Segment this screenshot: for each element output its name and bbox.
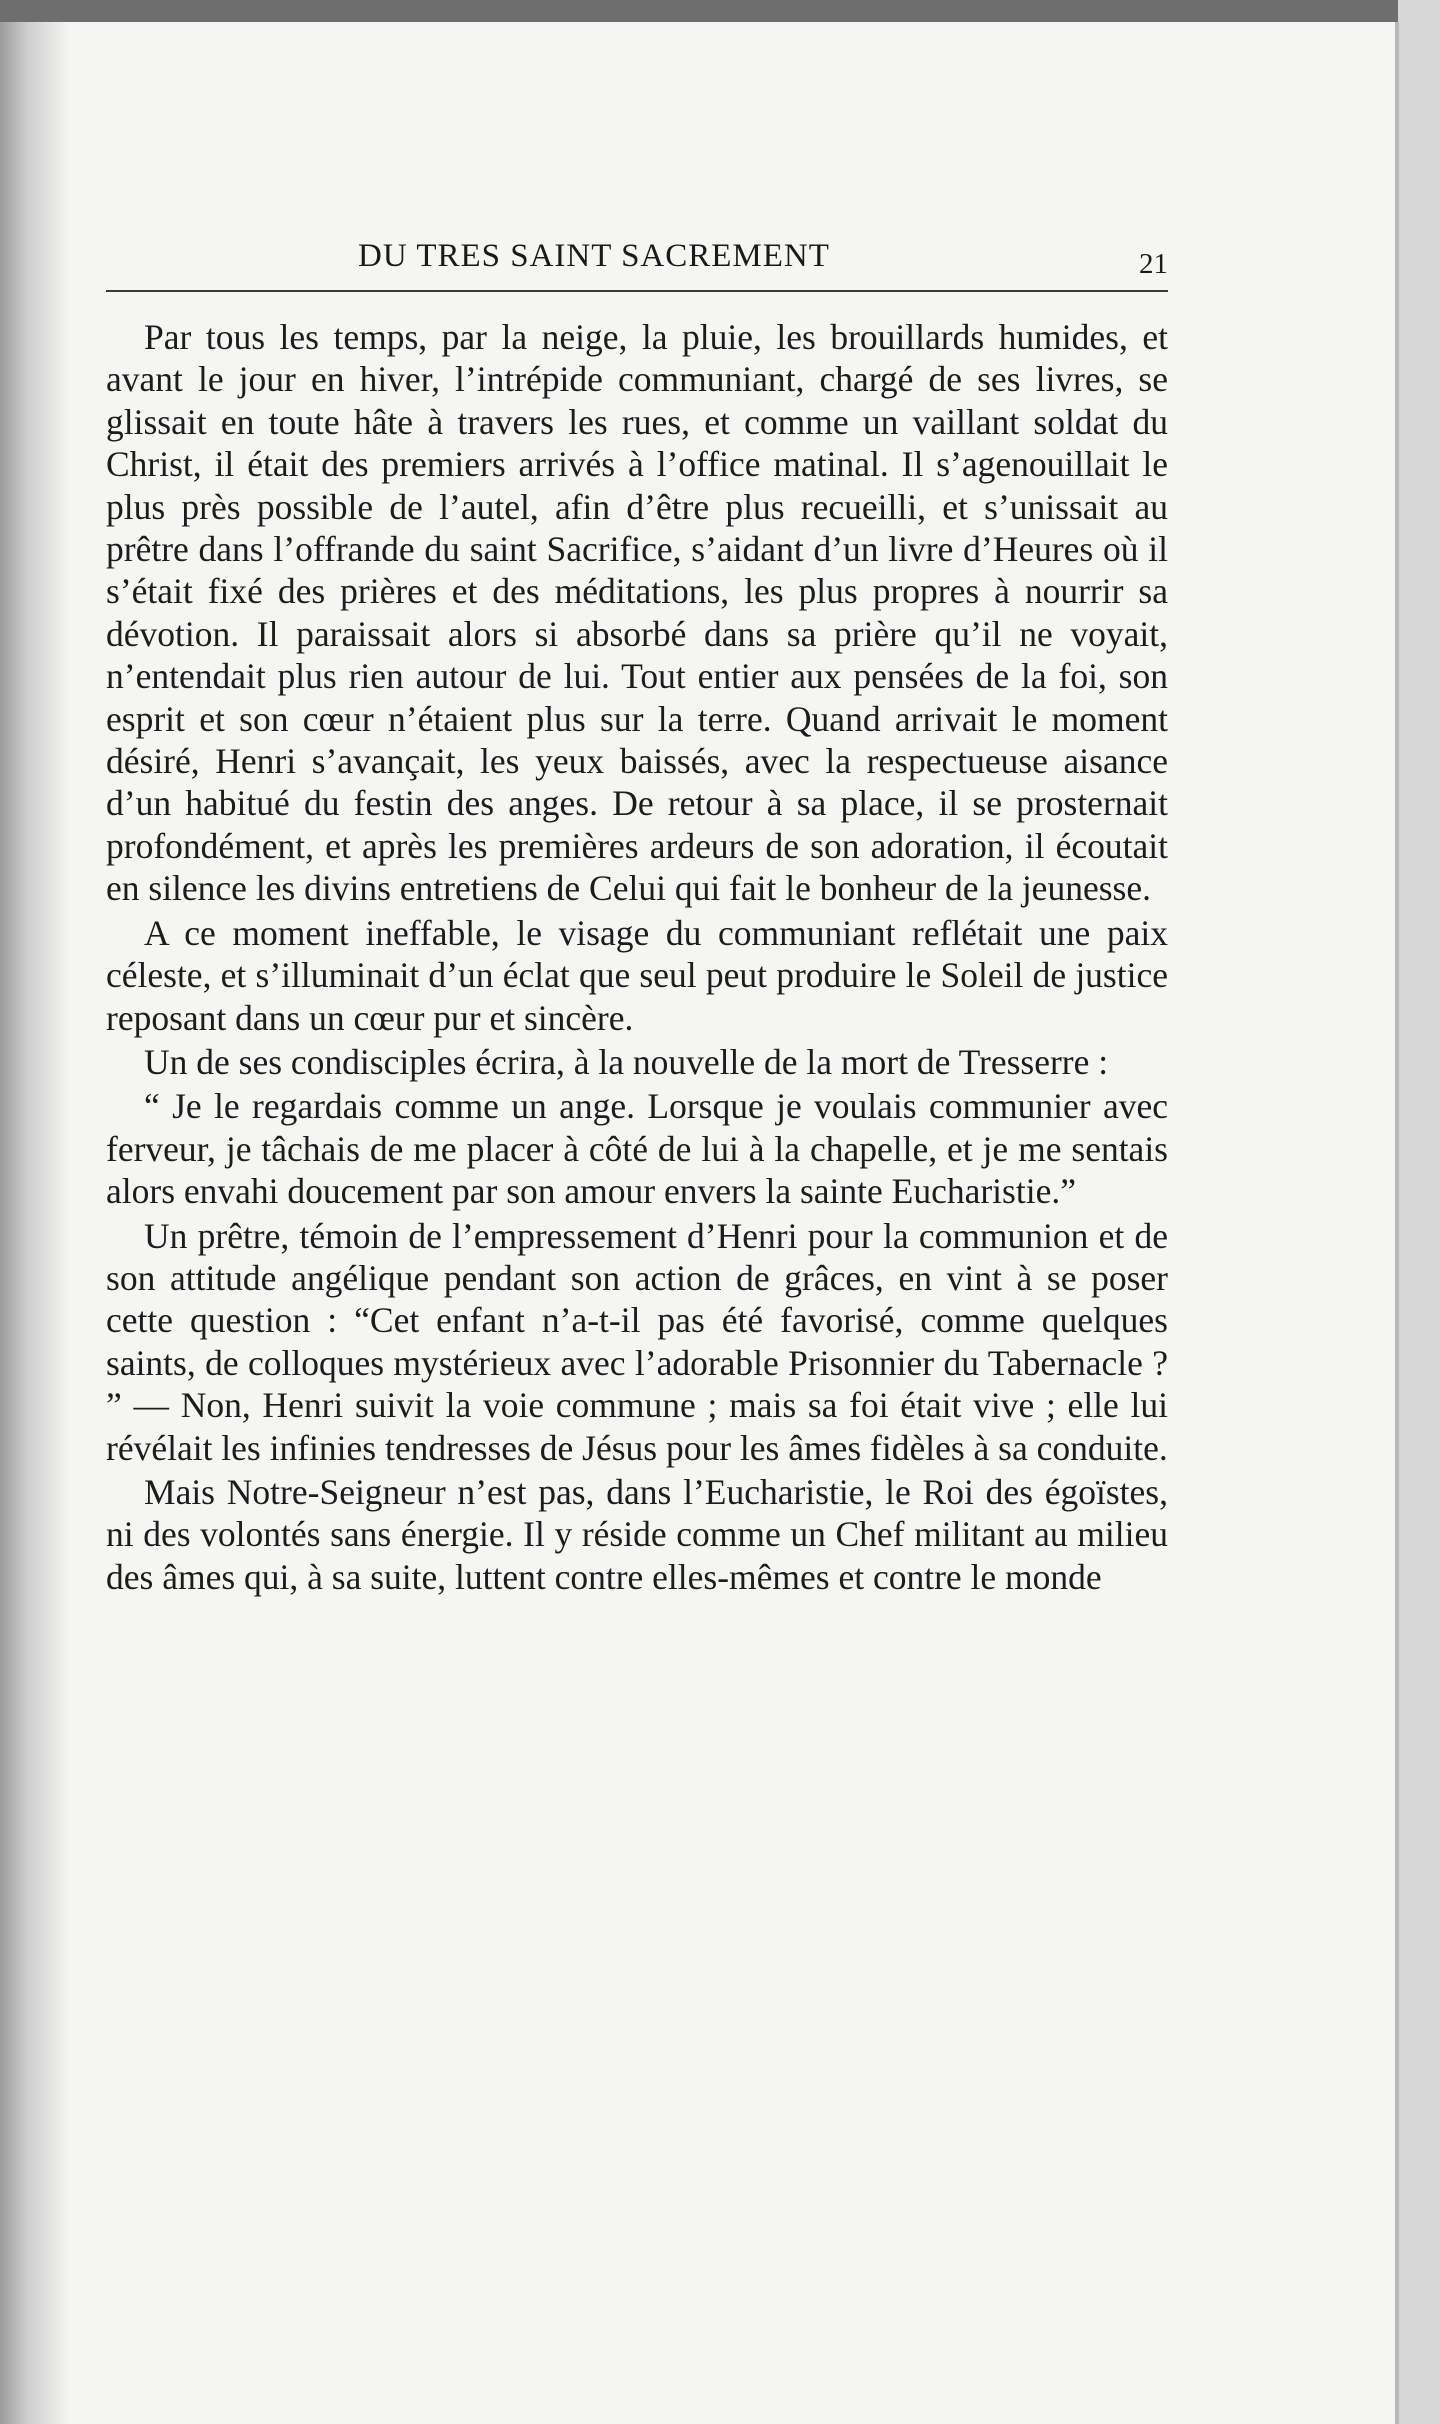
binding-shadow: [0, 22, 70, 2424]
running-head: [106, 228, 1168, 288]
header-rule: [106, 290, 1168, 292]
paragraph: Un prêtre, témoin de l’empressement d’Henri pour la communion et de son attitude angélique pendant son action de grâces, en vint à se poser cette question : “Cet enfant n’a-t-il pas été favorisé, comme quelques saints, de colloques mystérieux avec l’adorable Prisonnier du Tabernacle ? ” — Non, Henri suivit la voie commune ; mais sa foi était vive ; elle lui révélait les infinies tendresses de Jésus pour les âmes fidèles à sa conduite.: [106, 1215, 1168, 1468]
paragraph: Un de ses condisciples écrira, à la nouvelle de la mort de Tresserre :: [144, 1041, 1109, 1082]
running-head-title: DU TRES SAINT SACREMENT: [358, 238, 830, 274]
page-number: 21: [1139, 248, 1168, 280]
paragraph: Par tous les temps, par la neige, la pluie, les brouillards humides, et avant le jour en hiver, l’intrépide communiant, chargé de ses livres, se glissait en toute hâte à travers les rues, et comme un vaillant soldat du Christ, il était des premiers arrivés à l’office matinal. Il s’agenouillait le plus près possible de l’autel, afin d’être plus recueilli, et s’unissait au prêtre dans l’offrande du saint Sacrifice, s’aidant d’un livre d’Heures où il s’était fixé des prières et des méditations, les plus propres à nourrir sa dévotion. Il paraissait alors si absorbé dans sa prière qu’il ne voyait, n’entendait plus rien autour de lui. Tout entier aux pensées de la foi, son esprit et son cœur n’étaient plus sur la terre. Quand arrivait le moment désiré, Henri s’avançait, les yeux baissés, avec la respectueuse aisance d’un habitué du festin des anges. De retour à sa place, il se prosternait profondément, et après les premières ardeurs de son adoration, il écoutait en silence les divins entretiens de Celui qui fait le bonheur de la jeunesse.: [106, 317, 1168, 909]
paragraph: Mais Notre-Seigneur n’est pas, dans l’Eucharistie, le Roi des égoïstes, ni des volontés sans énergie. Il y réside comme un Chef militant au milieu des âmes qui, à sa suite, luttent contre elles-mêmes et contre le monde: [106, 1471, 1168, 1597]
paragraph: A ce moment ineffable, le visage du communiant reflétait une paix céleste, et s’illuminait d’un éclat que seul peut produire le Soleil de justice reposant dans un cœur pur et sincère.: [106, 912, 1168, 1038]
body-text: [106, 316, 1168, 1600]
paragraph: “ Je le regardais comme un ange. Lorsque je voulais communier avec ferveur, je tâchais de me placer à côté de lui à la chapelle, et je me sentais alors envahi doucement par son amour envers la sainte Eucharistie.”: [106, 1086, 1168, 1212]
scan-background-right: [1398, 0, 1440, 2424]
page-edge: [1395, 22, 1399, 2424]
